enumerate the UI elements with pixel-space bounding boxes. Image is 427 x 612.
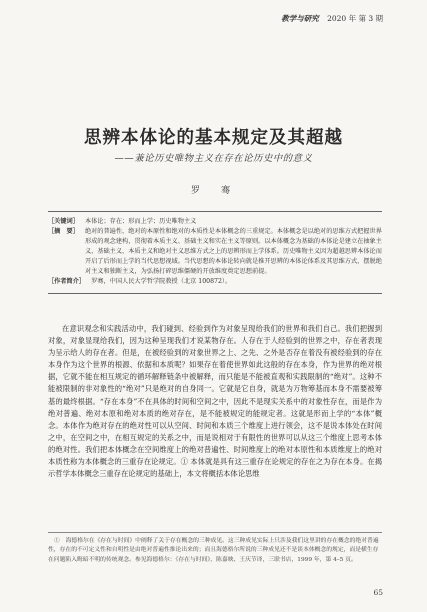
footnote: ① 海德格尔在《存在与时间》中阐释了关于存在概念的三种成见。这三种成见实际上只涉及我们这里讲的存在概念的绝对普遍性，存在的不可定义性和自明性是由绝对普遍性推论出来的；而且海德格尔所说的三种成见还不是谈本体概念的规定，而是横生存在问题陷入晦暗不明的传统观念。参见海德格尔：《存在与时间》，陈嘉映、王庆节译，三联书店，1999 年，第 4–5 页。: [48, 538, 379, 563]
article-title: 思辨本体论的基本规定及其超越: [84, 128, 343, 148]
abstract-row: [48, 227, 382, 277]
author-info-label: ［作者简介］: [48, 278, 86, 285]
footnote-divider: [48, 532, 382, 533]
journal-name: 教学与研究: [281, 14, 319, 23]
article-author: 罗 骞: [190, 186, 236, 196]
keywords-label: ［关键词］: [48, 218, 79, 225]
keywords-text: 本体论；存在；形而上学；历史唯物主义: [84, 218, 197, 225]
issue-label: 2020 年 第 3 期: [327, 14, 383, 23]
body-paragraph: 在意识观念和实践活动中，我们碰到、经验到作为对象呈现给我们的世界和我们自己。我们把握到对象，对象显现给我们，因为这种呈现我们才说某物存在。人存在于人经验到的世界之中，存在者表现为呈示给人的存在者。但是，在被经验到的对象世界之上、之先、之外是否存在着没有被经验到的存在本身作为这个世界的根源、依据和本质呢？如果存在着使世界如此这般的存在本身，作为世界的绝对根据，它就不能在相互规定的循环解释链条中被解释，而只能是不能被直观和实践限制的“绝对”。这种不能被限制的非对象性的“绝对”只是绝对的自身同一。它就是它自身，就是为万物筹基而本身不需要被筹基的最终根据。“存在本身”不在具体的时间和空间之中，因此不是现实关系中的对象性存在，而是作为绝对普遍、绝对本原和绝对本质的绝对存在，是不能被规定的能规定者。这就是形而上学的“本体”概念。本体作为绝对存在的绝对性可以从空间、时间和本质三个维度上进行领会，这不是说本体处在时间之中，在空间之中，在相互规定的关系之中，而是说相对于有限性的世界可以从这三个维度上思考本体的绝对性。我们把本体概念在空间维度上的绝对普遍性、时间维度上的绝对本原性和本质维度上的绝对本质性称为本体概念的三重存在论规定。① 本体就是具有这三重存在论规定的存在之为存在本身。在揭示哲学本体概念三重存在论规定的基础上，本文将概括本体论思维: [48, 324, 382, 479]
abstract-label: ［摘 要］: [48, 228, 79, 235]
page-number: 65: [373, 588, 383, 597]
article-meta: [48, 211, 382, 294]
abstract-text: 绝对的普遍性、绝对的本原性和绝对的本质性是本体概念的三重规定。本体概念是以绝对的思维方式把握世界形成的观念建构，贯彻着本质主义、基础主义和实在主义等原则。以本体概念为基础的本体论是建立在抽象主义、基础主义、本质主义和绝对主义思维方式之上的思辨形而上学体系。历史唯物主义因为超越思辨本体论而开启了后形而上学的当代思想视域。当代思想的本体论转向就是推开思辨的本体论体系及其思维方式，摆脱绝对主义和独断主义，为弘扬打碎思维僵硬的开放维度奠定思想前提。: [84, 228, 382, 275]
author-info-row: [48, 277, 382, 287]
author-info-text: 罗骞，中国人民大学哲学院教授（北京 100872）。: [91, 278, 232, 285]
keywords-row: [48, 217, 382, 227]
running-head: [281, 13, 383, 24]
article-subtitle: ——兼论历史唯物主义在存在论历史中的意义: [114, 153, 313, 164]
